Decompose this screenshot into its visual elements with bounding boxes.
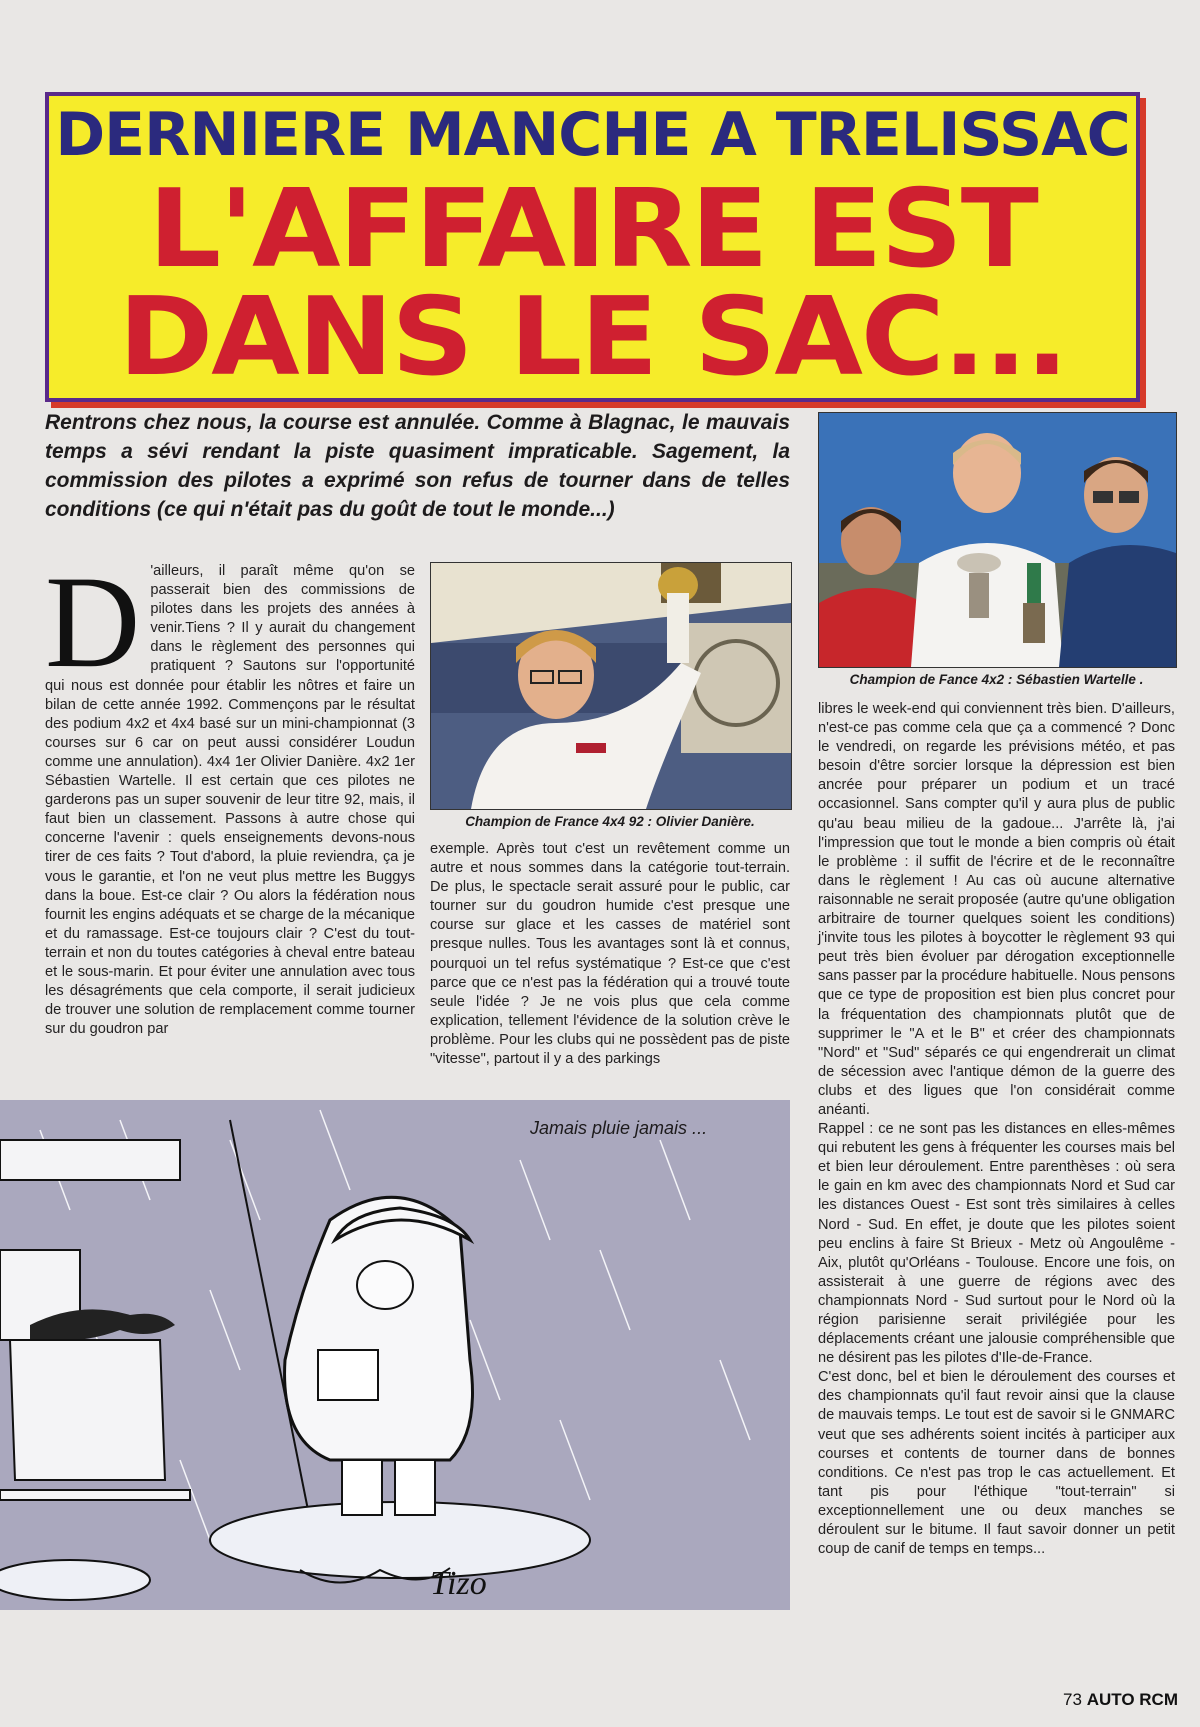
headline-title-line2: DANS LE SAC... <box>118 275 1067 400</box>
column-2-text: exemple. Après tout c'est un revêtement comme un autre et nous sommes dans la catégorie tout-terrain. De plus, le spectacle serait assuré pour le public, car tourner sur du goudron humide c'est presque une course sur glace et les casses de matériel sont presque nulles. Tous les avantages sont là et connus, pourquoi un tel refus systématique ? Est-ce que c'est parce que ce n'est pas la fédération qui a trouvé toute seule l'idée ? Je ne vois plus que cela comme explication, tellement l'évidence de la solution crève le problème. Pour les clubs qui ne possèdent pas de piste "vitesse", partout il y a des parkings <box>430 841 790 1068</box>
cartoon-caption: Jamais pluie jamais ... <box>530 1118 708 1138</box>
photo-podium-illustration <box>819 413 1176 667</box>
photo-1-caption: Champion de France 4x4 92 : Olivier Danière. <box>465 814 755 829</box>
article-column-1 <box>45 548 415 1062</box>
photo-2-caption: Champion de Fance 4x2 : Sébastien Wartelle . <box>849 672 1144 687</box>
drop-cap: D <box>45 548 141 695</box>
article-column-2 <box>430 840 790 1068</box>
column-3-paragraph-3: C'est donc, bel et bien le déroulement des courses et des championnats qu'il faut revoir ainsi que la clause de mauvais temps. Le tout est de savoir si le GNMARC veut que ses adhérents soient incités à participer aux courses et contents de tourner dans de bonnes conditions. Ce n'est pas trop le cas actuellement. Et tant pis pour l'éthique "tout-terrain" si exceptionnellement une ou deux manches se déroulent sur le bitume. Il faut savoir donner un petit coup de canif de temps en temps... <box>818 1369 1175 1558</box>
article-lede: Rentrons chez nous, la course est annulée. Comme à Blagnac, le mauvais temps a sévi rendant la piste quasiment impraticable. Sagement, la commission des pilotes a exprimé son refus de tourner dans de telles conditions (ce qui n'était pas du goût de tout le monde...) <box>45 411 790 521</box>
headline-title <box>16 167 1168 400</box>
column-3-paragraph-1: libres le week-end qui conviennent très bien. D'ailleurs, n'est-ce pas comme cela que ça a commencé ? Donc le vendredi, on regarde les prévisions météo, et pas besoin d'être sorcier lorsque la dépression est bien ancrée pour préparer un podium et un tracé occasionnel. Sans compter qu'il y aura plus de public qu'au beau milieu de la gadoue... J'arrête là, j'ai l'impression que tout le monde a bien compris où était le problème : il suffit de l'écrire et de le reconnaître dans le règlement ! Au cas où aucune alternative raisonnable ne serait proposée (autre qu'une obligation arbitraire de tourner quelques soient les conditions) j'invite tous les pilotes à boycotter le règlement 93 qui peut très bien évoluer par dérogation exceptionnelle sans passer par la procédure habituelle. Nous pensons que ce type de proposition est bien plus concret pour la fréquentation des championnats plutôt que de supprimer le "A et le B" et créer des championnats "Nord" et "Sud" séparés ce qui engendrerait un climat de sécession avec l'antique démon de la guerre des clubs et des ligues que l'on considérait comme anéanti. <box>818 701 1175 1118</box>
rain-cartoon <box>0 1100 790 1610</box>
headline-banner <box>45 92 1140 402</box>
page-number: 73 <box>1063 1690 1082 1709</box>
column-1-text: 'ailleurs, il paraît même qu'on se passerait bien des commissions de pilotes dans les projets des années à venir.Tiens ? Il y aurait du changement dans le règlement des personnes qui pratiquent ? Sautons sur l'opportunité qui nous est donnée pour établir les nôtres et faire un bilan de cette année 1992. Commençons par le résultat des podium 4x2 et 4x4 basé sur un mini-championnat (3 courses sur 6 car on peut aussi considérer Loudun comme une annulation). 4x4 1er Olivier Danière. 4x2 1er Sébastien Wartelle. Il est certain que ces pilotes ne garderons pas un super souvenir de leur titre 92, mais, il faut bien un classement. Passons à autre chose qui concerne l'avenir : quels enseignements devons-nous tirer de ces faits ? Tout d'abord, la pluie reviendra, ça je vous le garantie, et l'on ne veut plus mettre les Buggys dans la boue. Est-ce clair ? Ou alors la fédération nous fournit les engins adéquats et se charge de la mécanique et du ramassage. Est-ce toujours clair ? C'est du tout-terrain et non du toutes catégories à cheval entre bateau et le sous-marin. Et pour éviter une annulation avec tous les désagréments que cela comporte, il serait judicieux de trouver une solution de remplacement comme tourner sur du goudron par <box>45 563 415 1038</box>
magazine-name: AUTO RCM <box>1086 1690 1178 1709</box>
article-column-3 <box>818 700 1175 1705</box>
photo-trophy-winner-illustration <box>431 563 791 809</box>
photo-olivier-daniere <box>430 562 792 810</box>
headline-title-line1: L'AFFAIRE EST <box>148 167 1037 292</box>
headline-kicker: DERNIERE MANCHE A TRELISSAC <box>55 100 1130 170</box>
page-footer <box>1063 1690 1178 1710</box>
photo-sebastien-wartelle <box>818 412 1177 668</box>
cartoon-illustration <box>0 1100 790 1610</box>
cartoon-signature: Tizo <box>430 1565 487 1602</box>
column-3-paragraph-2: Rappel : ce ne sont pas les distances en elles-mêmes qui rebutent les gens à fréquenter les courses mais bel et bien leur déroulement. Entre parenthèses : où sera le gain en km avec des championnats Nord et Sud car les distances Ouest - Est sont très similaires à celles Nord - Sud. En effet, je doute que les pilotes soient peu enclins à faire St Brieux - Metz où Angoulême - Aix, plutôt qu'Orléans - Toulouse. Encore une fois, on assisterait à une guerre de régions avec des championnats Nord - Sud surtout pour le Nord où la région parisienne serait privilégiée pour les déplacements créant une jalousie compréhensible que ne désirent pas les pilotes d'Ile-de-France. <box>818 1121 1175 1367</box>
